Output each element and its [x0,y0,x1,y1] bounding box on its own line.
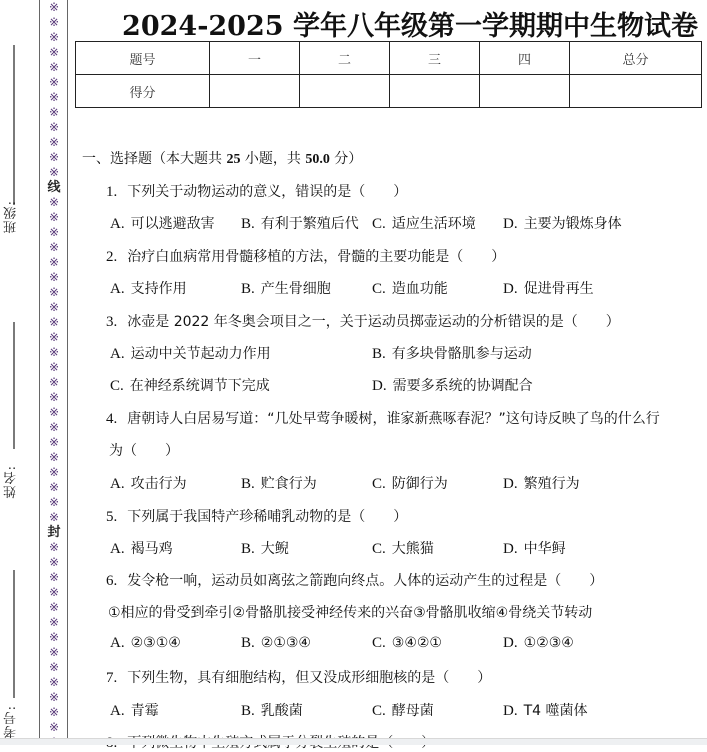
x-mark-icon: ※ [48,480,60,494]
header-cell-part-4: 四 [480,42,570,75]
option-letter: D. [372,378,387,394]
x-mark-icon: ※ [48,315,60,329]
score-table-score-row [76,75,702,108]
option-d [503,700,588,720]
option-letter: D. [503,703,518,719]
question-2-options [110,278,700,298]
option-text: 青霉 [130,703,159,719]
section-question-count: 25 [226,152,241,167]
option-text: 有利于繁殖后代 [260,216,359,232]
option-letter: A. [110,346,125,362]
header-cell-part-1: 一 [210,42,300,75]
section-heading [82,148,362,168]
x-mark-icon: ※ [48,450,60,464]
option-text: 酵母菌 [391,703,434,719]
x-mark-icon: ※ [48,270,60,284]
option-letter: B. [241,216,255,232]
score-cell-part-4 [480,75,570,108]
question-3 [106,311,620,331]
question-number: 5. [106,509,118,525]
option-text: ①②③④ [523,635,574,651]
question-number: 3. [106,314,118,330]
score-table [75,41,702,108]
x-mark-icon: ※ [48,690,60,704]
option-b [241,700,303,720]
x-mark-icon: ※ [48,225,60,239]
option-a [110,343,271,363]
option-a [110,538,173,558]
x-mark-icon: ※ [48,330,60,344]
class-write-line [13,45,15,205]
name-write-line [13,322,15,449]
option-text: ②①③④ [260,635,311,651]
question-6 [106,570,603,590]
question-6-options [110,635,700,655]
x-mark-icon: ※ [48,345,60,359]
option-letter: B. [241,281,255,297]
question-text: 治疗白血病常用骨髓移植的方法，骨髓的主要功能是（ ） [127,249,506,265]
question-2 [106,246,505,266]
name-label: 姓名: [4,465,19,499]
x-mark-icon: ※ [48,720,60,734]
x-mark-icon: ※ [48,90,60,104]
x-mark-icon: ※ [48,405,60,419]
option-text: 在神经系统调节下完成 [129,378,270,394]
x-mark-icon: ※ [48,675,60,689]
exam-title: 2024-2025 学年八年级第一学期期中生物试卷 [122,11,698,42]
option-letter: A. [110,476,125,492]
x-mark-icon: ※ [48,615,60,629]
question-text: 唐朝诗人白居易写道：“几处早莺争暖树，谁家新燕啄春泥？”这句诗反映了鸟的什么行 [127,411,660,427]
option-d [372,375,533,395]
option-letter: D. [503,635,518,651]
option-text: 产生骨细胞 [260,281,331,297]
option-text: 攻击行为 [130,476,187,492]
option-a [110,700,159,720]
option-letter: D. [503,476,518,492]
question-3-options-row-2 [110,375,700,395]
option-letter: B. [241,541,255,557]
x-mark-icon: ※ [48,120,60,134]
option-text: 褐马鸡 [130,541,173,557]
x-mark-icon: ※ [48,555,60,569]
x-mark-icon: ※ [48,255,60,269]
class-label: 班级: [4,200,19,234]
option-text: 促进骨再生 [523,281,594,297]
option-c [372,635,442,652]
seal-char-seal: 封 [47,525,61,540]
score-cell-part-2 [300,75,390,108]
header-cell-total: 总分 [570,42,702,75]
x-mark-icon: ※ [48,195,60,209]
question-1 [106,181,407,201]
option-letter: B. [372,346,386,362]
option-letter: B. [241,476,255,492]
header-cell-part-2: 二 [300,42,390,75]
question-text: 下列属于我国特产珍稀哺乳动物的是（ ） [127,509,408,525]
gutter-line-right [67,0,68,744]
question-4 [106,408,660,428]
x-mark-icon: ※ [48,585,60,599]
x-mark-icon: ※ [48,600,60,614]
option-letter: A. [110,635,125,651]
option-text: 防御行为 [391,476,448,492]
question-number: 4. [106,411,118,427]
option-letter: C. [372,476,386,492]
option-letter: C. [372,635,386,651]
option-letter: C. [372,216,386,232]
option-text: 运动中关节起动力作用 [130,346,271,362]
x-mark-icon: ※ [48,75,60,89]
option-c [372,473,448,493]
option-letter: B. [241,703,255,719]
option-text: 主要为锻炼身体 [523,216,622,232]
option-letter: B. [241,635,255,651]
x-mark-icon: ※ [48,45,60,59]
option-b [241,473,317,493]
option-text: 有多块骨骼肌参与运动 [391,346,532,362]
option-text: ③④②① [391,635,442,651]
question-3-options-row-1 [110,343,700,363]
x-mark-icon: ※ [48,360,60,374]
option-a [110,473,187,493]
x-mark-icon: ※ [48,465,60,479]
x-mark-icon: ※ [48,420,60,434]
question-7 [106,667,491,687]
option-text: 支持作用 [130,281,187,297]
x-mark-icon: ※ [48,375,60,389]
option-a [110,278,187,298]
option-letter: D. [503,216,518,232]
option-text: 造血功能 [391,281,448,297]
option-d [503,473,580,493]
option-text: 大鲵 [260,541,289,557]
option-letter: A. [110,703,125,719]
question-text: 发令枪一响，运动员如离弦之箭跑向终点。人体的运动产生的过程是（ ） [127,573,604,589]
question-4-options [110,473,700,493]
question-text: 下列关于动物运动的意义，错误的是（ ） [127,184,408,200]
x-mark-icon: ※ [48,0,60,14]
option-text: 中华鲟 [523,541,566,557]
option-letter: A. [110,281,125,297]
x-mark-icon: ※ [48,495,60,509]
seal-char-line: 线 [47,180,61,195]
question-5-options [110,538,700,558]
x-mark-icon: ※ [48,135,60,149]
option-letter: D. [503,281,518,297]
option-b [241,538,289,558]
option-a [110,635,181,652]
x-mark-icon: ※ [48,435,60,449]
x-mark-icon: ※ [48,705,60,719]
option-d [503,278,594,298]
option-text: 乳酸菌 [260,703,303,719]
option-b [241,213,359,233]
question-number: 1. [106,184,118,200]
option-text: 繁殖行为 [523,476,580,492]
option-c [372,700,434,720]
x-mark-icon: ※ [48,285,60,299]
x-mark-icon: ※ [48,210,60,224]
score-cell-part-3 [390,75,480,108]
option-letter: C. [372,541,386,557]
option-text: 大熊猫 [391,541,434,557]
section-points: 50.0 [305,152,330,167]
option-c [372,538,434,558]
question-7-options [110,700,700,720]
x-mark-icon: ※ [48,645,60,659]
header-cell-question-no: 题号 [76,42,210,75]
row-label-score: 得分 [76,75,210,108]
option-a [110,213,215,233]
option-c [110,375,270,395]
x-mark-icon: ※ [48,660,60,674]
option-letter: C. [372,281,386,297]
x-mark-icon: ※ [48,570,60,584]
section-prefix: 一、选择题（本大题共 [82,151,227,167]
section-suffix: 分） [329,151,363,167]
exam-number-write-line [13,570,15,698]
exam-number-label: 考号: [4,705,19,739]
x-mark-icon: ※ [48,60,60,74]
question-5 [106,506,407,526]
option-b [241,278,331,298]
option-d [503,213,622,233]
question-number: 6. [106,573,118,589]
option-text: 可以逃避敌害 [130,216,215,232]
option-letter: A. [110,216,125,232]
option-letter: C. [110,378,124,394]
x-mark-icon: ※ [48,300,60,314]
option-text: ②③①④ [130,635,181,651]
question-text: 冰壶是 2022 年冬奥会项目之一，关于运动员掷壶运动的分析错误的是（ ） [127,314,620,330]
option-c [372,278,448,298]
option-d [503,538,566,558]
option-c [372,213,476,233]
option-text: 适应生活环境 [391,216,476,232]
question-text: 下列生物，具有细胞结构，但又没成形细胞核的是（ ） [127,670,492,686]
option-text: 需要多系统的协调配合 [392,378,533,394]
option-text: 贮食行为 [260,476,317,492]
x-mark-icon: ※ [48,105,60,119]
x-mark-icon: ※ [48,630,60,644]
x-mark-icon: ※ [48,390,60,404]
score-table-header-row [76,42,702,75]
question-4-continuation: 为（ ） [109,443,179,459]
x-mark-icon: ※ [48,510,60,524]
header-cell-part-3: 三 [390,42,480,75]
option-text: T4 噬菌体 [523,703,588,719]
option-b [241,635,311,652]
question-1-options [110,213,700,233]
question-6-statements: ①相应的骨受到牵引②骨骼肌接受神经传来的兴奋③骨骼肌收缩④骨绕关节转动 [108,605,593,621]
x-mark-icon: ※ [48,540,60,554]
question-number: 7. [106,670,118,686]
option-letter: A. [110,541,125,557]
option-letter: D. [503,541,518,557]
option-b [372,343,532,363]
score-cell-part-1 [210,75,300,108]
score-cell-total [570,75,702,108]
gutter-line-left [39,0,40,744]
option-d [503,635,574,652]
option-letter: C. [372,703,386,719]
question-number: 2. [106,249,118,265]
binding-margin [0,0,70,744]
seal-line-column [43,0,65,744]
x-mark-icon: ※ [48,240,60,254]
section-mid: 小题，共 [240,151,306,167]
x-mark-icon: ※ [48,15,60,29]
x-mark-icon: ※ [48,30,60,44]
x-mark-icon: ※ [48,165,60,179]
x-mark-icon: ※ [48,150,60,164]
